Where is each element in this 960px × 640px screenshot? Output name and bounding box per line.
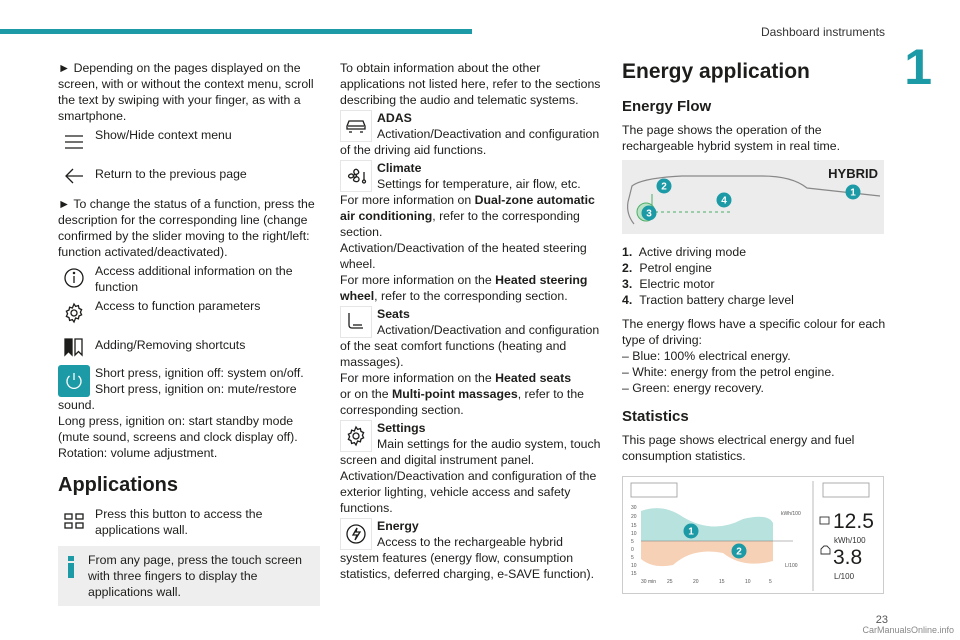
- list-item: 1. Active driving mode: [622, 245, 747, 259]
- seats-text: Activation/Deactivation and configuration of the seat comfort functions (heating and massages).: [340, 323, 600, 369]
- legend-row-bookmark: [58, 331, 320, 363]
- svg-text:kWh/100: kWh/100: [781, 511, 801, 517]
- info-icon: [58, 262, 90, 294]
- adas-title: ADAS: [377, 111, 412, 125]
- energy-text: Access to the rechargeable hybrid system features (energy flow, consumption statistics, deferred charging, e-SAVE function).: [340, 535, 595, 581]
- svg-text:20: 20: [693, 579, 699, 585]
- menu-description: Show/Hide context menu: [95, 128, 232, 142]
- page-number: 23: [875, 614, 888, 626]
- svg-text:30 min: 30 min: [641, 579, 657, 585]
- chapter-number: 1: [904, 39, 932, 95]
- tip-note: [58, 546, 320, 606]
- energy-flow-heading: Energy Flow: [622, 98, 712, 115]
- stats-callout-2: [732, 544, 747, 559]
- climate-reference: For more information on Dual-zone automatic air conditioning, refer to the corresponding section.: [340, 193, 595, 239]
- svg-text:5: 5: [769, 579, 772, 585]
- flow-colours-text: The energy flows have a specific colour for each type of driving:: [622, 317, 886, 347]
- hybrid-mode-label: HYBRID: [828, 166, 878, 181]
- wheel-reference: For more information on the Heated steering wheel, refer to the corresponding section.: [340, 273, 588, 303]
- svg-text:10: 10: [745, 579, 751, 585]
- parts-list: [622, 244, 886, 308]
- column-3: [622, 60, 886, 594]
- legend-row-gear: [58, 297, 320, 329]
- svg-text:5: 5: [631, 555, 634, 561]
- settings-text-2: Activation/Deactivation and configuration of the exterior lighting, vehicle access and safety functions.: [340, 469, 597, 515]
- settings-gear-icon: [340, 420, 372, 452]
- change-status-instruction: ► To change the status of a function, press the description for the corresponding line (change confirmed by the slider moving to the right/left: function activated/deactivated).: [58, 197, 315, 259]
- callout-2: [657, 179, 672, 194]
- svg-text:1: 1: [850, 187, 856, 199]
- svg-text:15: 15: [631, 523, 637, 529]
- list-item: 3. Electric motor: [622, 277, 715, 291]
- header-accent-bar: [0, 29, 472, 34]
- svg-text:L/100: L/100: [785, 563, 798, 569]
- adas-text: Activation/Deactivation and configuration of the driving aid functions.: [340, 127, 600, 157]
- hybrid-callouts: [622, 160, 884, 234]
- svg-text:30: 30: [631, 505, 637, 511]
- svg-text:1: 1: [688, 526, 694, 538]
- power-short-on: Short press, ignition on: mute/restore sound.: [58, 382, 297, 412]
- svg-text:2: 2: [661, 181, 667, 193]
- electric-consumption-value: 12.5: [833, 510, 874, 533]
- stats-callout-1: [684, 524, 699, 539]
- svg-text:10: 10: [631, 531, 637, 537]
- fuel-consumption-value: 3.8: [833, 546, 863, 569]
- back-description: Return to the previous page: [95, 167, 247, 181]
- climate-block: [340, 160, 604, 304]
- svg-text:0: 0: [631, 547, 634, 553]
- energy-flow-text: The page shows the operation of the rechargeable hybrid system in real time.: [622, 123, 841, 153]
- bookmark-icon: [58, 331, 90, 363]
- svg-text:4: 4: [721, 195, 727, 207]
- climate-title: Climate: [377, 161, 422, 175]
- svg-text:10: 10: [631, 563, 637, 569]
- statistics-text: This page shows electrical energy and fuel consumption statistics.: [622, 433, 855, 463]
- back-arrow-icon: [58, 160, 90, 192]
- swipe-instruction: ► Depending on the pages displayed on the screen, with or without the context menu, scroll the text by swiping with your finger, as with a smartphone.: [58, 61, 314, 123]
- seats-block: [340, 306, 604, 418]
- list-item: 4. Traction battery charge level: [622, 293, 794, 307]
- svg-text:3: 3: [646, 208, 652, 220]
- settings-title: Settings: [377, 421, 426, 435]
- legend-row-info: [58, 262, 320, 295]
- colour-blue: – Blue: 100% electrical energy.: [622, 349, 791, 363]
- battery-icon: [820, 517, 829, 524]
- list-item: 2. Petrol engine: [622, 261, 712, 275]
- power-short-off: Short press, ignition off: system on/off.: [95, 366, 304, 380]
- climate-text: Settings for temperature, air flow, etc.: [377, 177, 581, 191]
- svg-text:20: 20: [631, 514, 637, 520]
- column-2: [340, 60, 604, 584]
- power-button-block: [58, 365, 320, 461]
- other-apps-text: To obtain information about the other applications not listed here, refer to the sections describing the audio and telematic systems.: [340, 61, 601, 107]
- bookmark-description: Adding/Removing shortcuts: [95, 338, 246, 352]
- energy-block: [340, 518, 604, 582]
- legend-row-apps: [58, 505, 320, 538]
- menu-icon: [58, 126, 90, 158]
- info-note-icon: [67, 556, 75, 578]
- watermark: CarManualsOnline.info: [862, 625, 954, 635]
- power-rotation: Rotation: volume adjustment.: [58, 446, 218, 460]
- tip-note-text: From any page, press the touch screen with three fingers to display the applications wall.: [88, 553, 302, 599]
- seat-icon: [340, 306, 372, 338]
- svg-text:2: 2: [736, 546, 742, 558]
- callout-4: [717, 193, 732, 208]
- column-1: [58, 60, 320, 606]
- fan-icon: [340, 160, 372, 192]
- seats-reference: For more information on the Heated seats or on the Multi-point massages, refer to the corresponding section.: [340, 371, 585, 417]
- svg-text:15: 15: [631, 571, 637, 577]
- apps-description: Press this button to access the applications wall.: [95, 507, 263, 537]
- hybrid-diagram: [622, 160, 884, 234]
- adas-block: [340, 110, 604, 158]
- section-header: Dashboard instruments: [760, 25, 885, 39]
- info-description: Access additional information on the function: [95, 264, 293, 294]
- electric-consumption-unit: kWh/100: [834, 536, 866, 545]
- apps-grid-icon: [58, 505, 90, 537]
- callout-3: [642, 206, 657, 221]
- energy-app-heading: Energy application: [622, 60, 810, 83]
- gear-icon: [58, 297, 90, 329]
- svg-text:25: 25: [667, 579, 673, 585]
- statistics-heading: Statistics: [622, 408, 689, 425]
- fuel-icon: [821, 546, 830, 554]
- settings-text: Main settings for the audio system, touch screen and digital instrument panel.: [340, 437, 601, 467]
- seats-title: Seats: [377, 307, 410, 321]
- energy-bolt-icon: [340, 518, 372, 550]
- legend-row-menu: [58, 126, 320, 158]
- power-long-on: Long press, ignition on: start standby mode (mute sound, screens and clock display off).: [58, 414, 298, 444]
- applications-heading: Applications: [58, 474, 179, 496]
- svg-text:15: 15: [719, 579, 725, 585]
- settings-block: [340, 420, 604, 516]
- heated-wheel-text: Activation/Deactivation of the heated steering wheel.: [340, 241, 587, 271]
- callout-1: [846, 185, 861, 200]
- colour-green: – Green: energy recovery.: [622, 381, 764, 395]
- colour-white: – White: energy from the petrol engine.: [622, 365, 835, 379]
- fuel-consumption-unit: L/100: [834, 572, 855, 581]
- svg-text:5: 5: [631, 539, 634, 545]
- legend-row-back: [58, 160, 320, 192]
- gear-description: Access to function parameters: [95, 299, 261, 313]
- power-icon: [58, 365, 90, 397]
- statistics-screen: [622, 476, 884, 594]
- car-icon: [340, 110, 372, 142]
- energy-title: Energy: [377, 519, 419, 533]
